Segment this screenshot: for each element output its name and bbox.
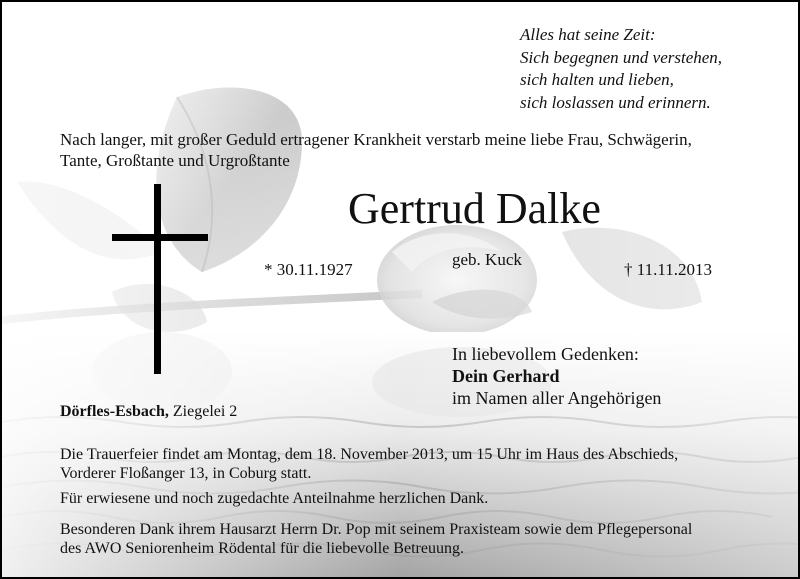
poem-line: sich loslassen und erinnern. <box>520 92 711 112</box>
intro-text <box>60 129 692 171</box>
special-thanks <box>60 520 692 558</box>
poem-line: Sich begegnen und verstehen, <box>520 47 723 67</box>
birth-date: * 30.11.1927 <box>264 260 353 279</box>
address-place: Dörfles-Esbach, <box>60 403 169 420</box>
mourners-block <box>452 343 661 409</box>
address <box>60 403 237 421</box>
intro-line: Nach langer, mit großer Geduld ertragener Krankheit verstarb meine liebe Frau, Schwägerin, <box>60 130 692 149</box>
special-thanks-line: Besonderen Dank ihrem Hausarzt Herrn Dr. Pop mit seinem Praxisteam sowie dem Pflegepersonal <box>60 521 693 538</box>
poem-line: Alles hat seine Zeit: <box>520 25 656 44</box>
intro-line: Tante, Großtante und Urgroßtante <box>60 151 290 170</box>
funeral-line: Vorderer Floßanger 13, in Coburg statt. <box>60 465 312 482</box>
poem-line: sich halten und lieben, <box>520 70 674 89</box>
mourner-name: Dein Gerhard <box>452 366 560 386</box>
thanks-text: Für erwiesene und noch zugedachte Anteilnahme herzlichen Dank. <box>60 490 489 507</box>
special-thanks-line: des AWO Seniorenheim Rödental für die liebevolle Betreuung. <box>60 540 464 557</box>
cross-icon <box>112 184 208 374</box>
deceased-name: Gertrud Dalke <box>348 184 601 233</box>
mourners-others: im Namen aller Angehörigen <box>452 388 662 408</box>
funeral-line: Die Trauerfeier findet am Montag, dem 18. November 2013, um 15 Uhr im Haus des Abschieds, <box>60 446 679 463</box>
maiden-name: geb. Kuck <box>452 250 522 269</box>
funeral-info <box>60 445 678 483</box>
poem <box>520 24 722 114</box>
death-date: † 11.11.2013 <box>624 260 712 279</box>
mourners-intro: In liebevollem Gedenken: <box>452 344 639 364</box>
address-street: Ziegelei 2 <box>168 403 238 420</box>
